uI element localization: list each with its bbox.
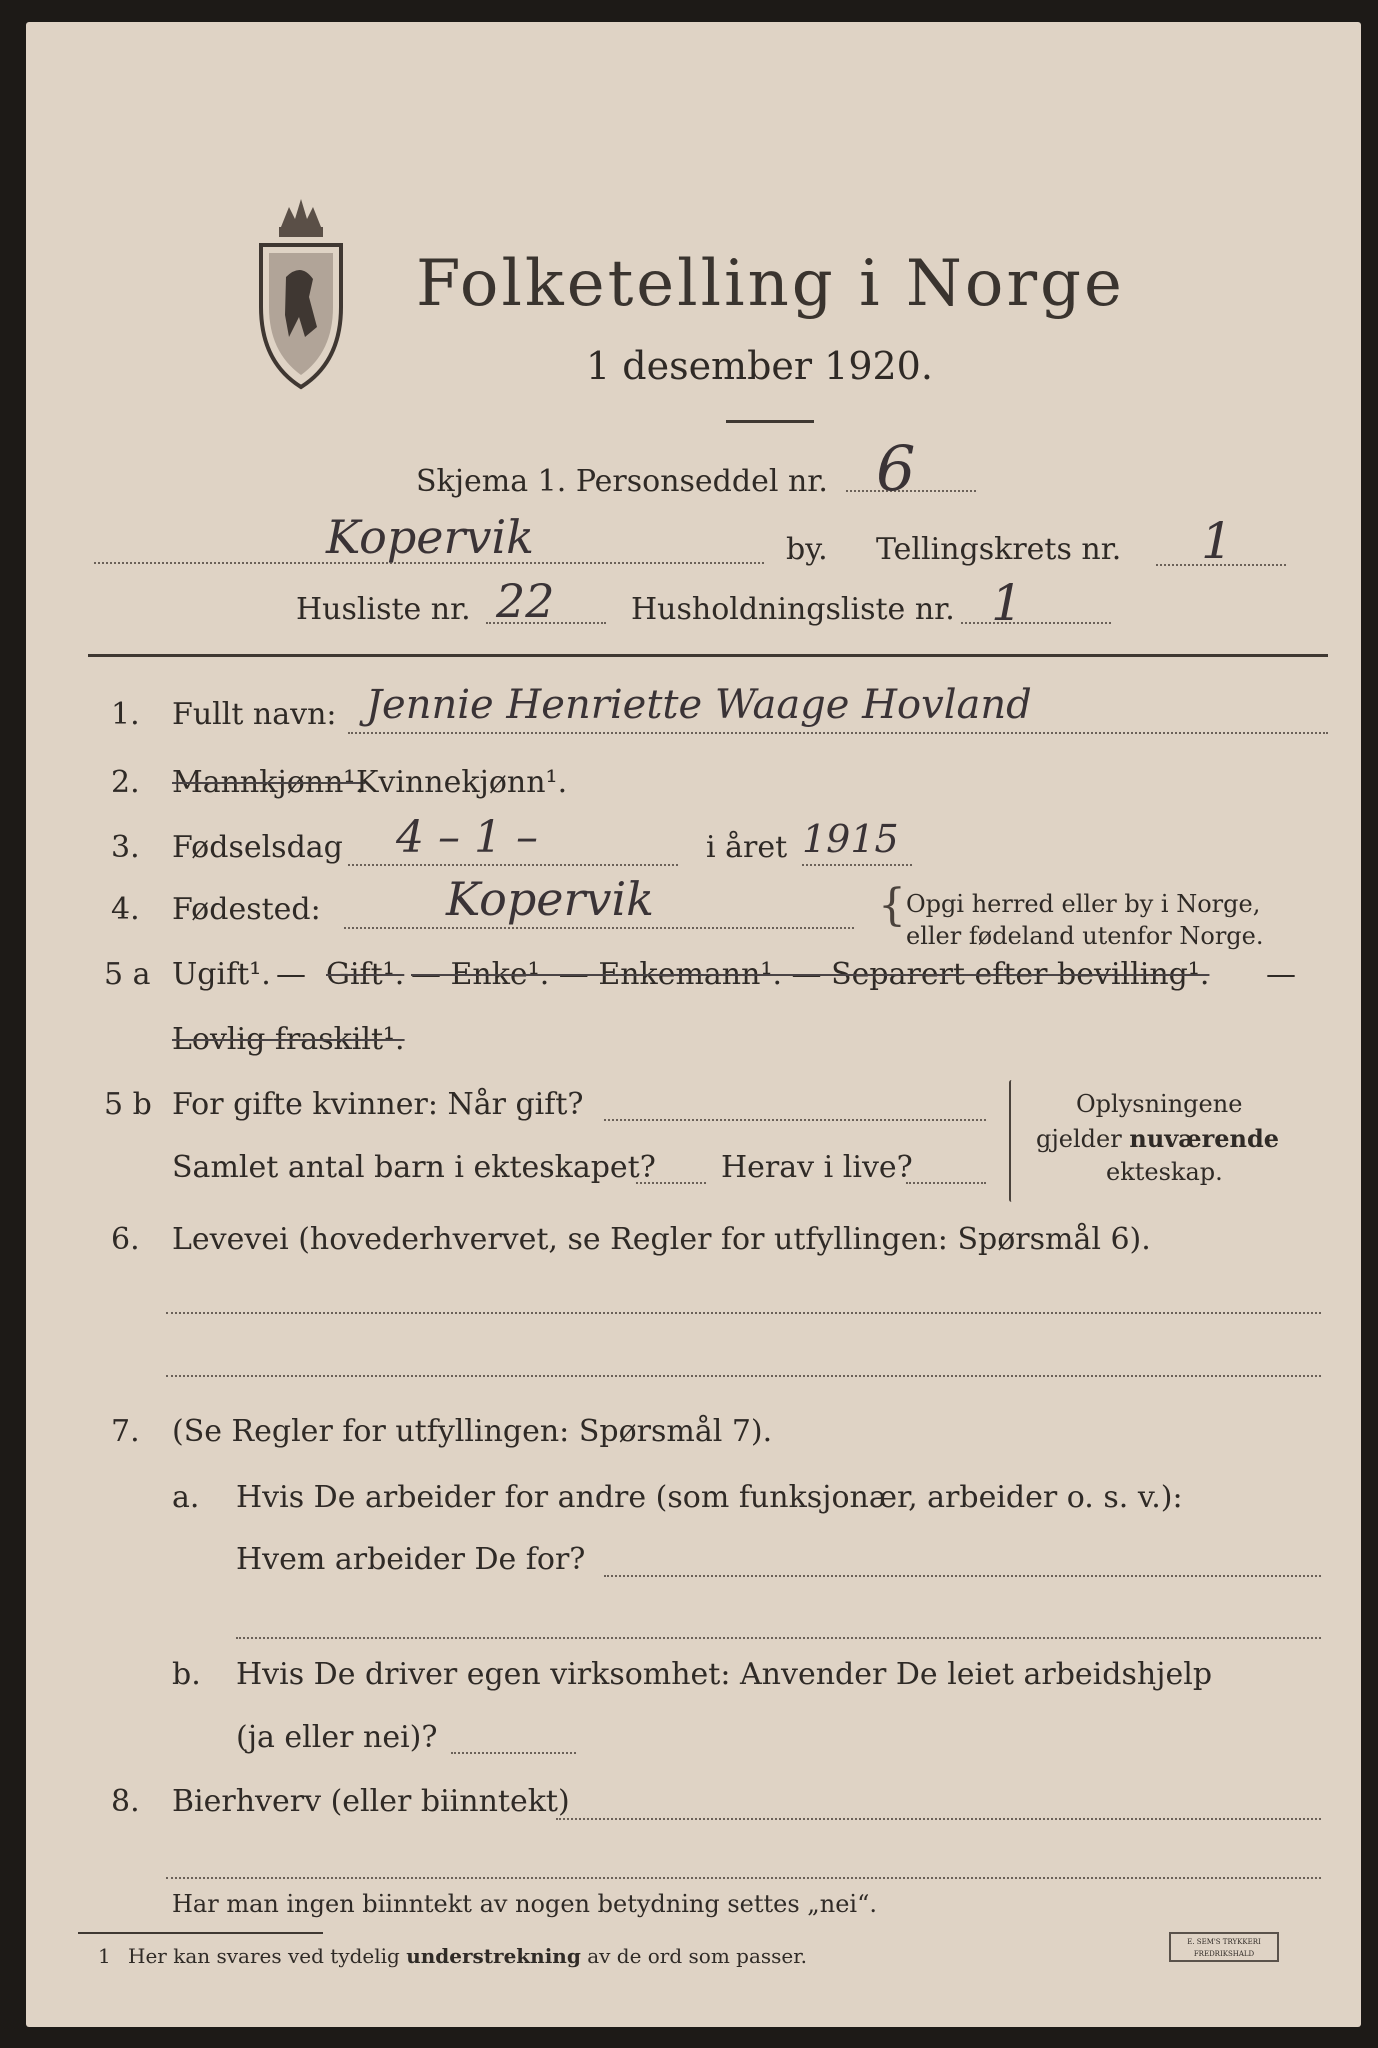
footnote-rule bbox=[78, 1932, 323, 1934]
birth-day-value[interactable]: 4 – 1 – bbox=[396, 812, 538, 863]
coat-of-arms-icon bbox=[251, 187, 351, 407]
q7a-text: Hvis De arbeider for andre (som funksjonær, arbeider o. s. v.): bbox=[236, 1480, 1183, 1515]
q7b-letter: b. bbox=[172, 1657, 201, 1692]
q7a-question: Hvem arbeider De for? bbox=[236, 1542, 586, 1577]
krets-number[interactable]: 1 bbox=[1201, 512, 1233, 570]
krets-label: Tellingskrets nr. bbox=[876, 532, 1122, 567]
status-trailing-dash: — bbox=[1266, 957, 1296, 992]
footnote-text bbox=[128, 1944, 807, 1968]
q5b-note-bracket bbox=[1009, 1080, 1014, 1202]
employer-field-2[interactable] bbox=[236, 1637, 1321, 1639]
status-other-options[interactable]: — Enke¹. — Enkemann¹. — Separert efter bevilling¹. bbox=[411, 957, 1210, 992]
employer-field[interactable] bbox=[604, 1575, 1321, 1577]
q3-number: 3. bbox=[111, 830, 140, 865]
gender-female-option[interactable]: Kvinnekjønn¹. bbox=[356, 765, 568, 800]
side-income-field-2[interactable] bbox=[166, 1877, 1321, 1879]
schema-number[interactable]: 6 bbox=[876, 432, 916, 505]
q6-field-line-2[interactable] bbox=[166, 1375, 1321, 1377]
town-name[interactable]: Kopervik bbox=[326, 510, 535, 564]
title-divider bbox=[726, 420, 814, 423]
year-field-line bbox=[802, 864, 912, 866]
q4-note-brace: { bbox=[878, 880, 906, 931]
q6-label: Levevei (hovederhvervet, se Regler for utfyllingen: Spørsmål 6). bbox=[172, 1222, 1151, 1257]
q4-note-line2: eller fødeland utenfor Norge. bbox=[906, 922, 1264, 950]
alive-field[interactable] bbox=[906, 1182, 986, 1184]
q4-field-line bbox=[344, 927, 854, 929]
q4-note-line1: Opgi herred eller by i Norge, bbox=[906, 890, 1261, 918]
q5b-note-line3: ekteskap. bbox=[1106, 1158, 1223, 1186]
q5a-number: 5 a bbox=[104, 957, 151, 992]
q3-field-line bbox=[348, 864, 678, 866]
side-income-field[interactable] bbox=[556, 1818, 1321, 1820]
printer-stamp bbox=[1169, 1932, 1279, 1962]
footnote-mark: 1 bbox=[98, 1944, 111, 1968]
married-date-field[interactable] bbox=[604, 1119, 986, 1121]
q6-number: 6. bbox=[111, 1222, 140, 1257]
q5b-number: 5 b bbox=[104, 1087, 152, 1122]
q8-number: 8. bbox=[111, 1784, 140, 1819]
gender-male-option[interactable]: Mannkjønn¹. bbox=[172, 765, 365, 800]
q1-number: 1. bbox=[111, 697, 140, 732]
printer-stamp-line1: E. SEM'S TRYKKERI bbox=[1187, 1938, 1261, 1946]
status-fraskilt-option[interactable]: Lovlig fraskilt¹. bbox=[172, 1022, 405, 1057]
q8-label: Bierhverv (eller biinntekt) bbox=[172, 1784, 570, 1819]
town-by-label: by. bbox=[786, 532, 828, 567]
census-form bbox=[26, 22, 1361, 2027]
footnote-bold: understrekning bbox=[406, 1944, 581, 1968]
children-field[interactable] bbox=[636, 1182, 706, 1184]
q5b-note-line2 bbox=[1036, 1124, 1279, 1153]
status-dash: — bbox=[276, 957, 306, 992]
birthplace-value[interactable]: Kopervik bbox=[446, 872, 655, 926]
full-name-value[interactable]: Jennie Henriette Waage Hovland bbox=[366, 682, 1032, 728]
q5b-note-nuvaerende: nuværende bbox=[1129, 1124, 1280, 1153]
q5b-note-gjelder: gjelder bbox=[1036, 1125, 1122, 1153]
husholdning-number[interactable]: 1 bbox=[991, 574, 1023, 632]
printer-stamp-line2: FREDRIKSHALD bbox=[1193, 1950, 1255, 1958]
children-label: Samlet antal barn i ekteskapet? bbox=[172, 1150, 656, 1185]
year-label: i året bbox=[706, 830, 788, 865]
form-title: Folketelling i Norge bbox=[416, 247, 1125, 321]
q5b-note-line1: Oplysningene bbox=[1076, 1090, 1243, 1118]
form-date: 1 desember 1920. bbox=[586, 344, 933, 388]
q4-label: Fødested: bbox=[172, 892, 321, 927]
husliste-label: Husliste nr. bbox=[296, 592, 471, 627]
hired-help-field[interactable] bbox=[451, 1752, 576, 1754]
husholdning-field-line bbox=[961, 622, 1111, 624]
footnote-text-end: av de ord som passer. bbox=[587, 1944, 807, 1968]
alive-label: Herav i live? bbox=[721, 1150, 913, 1185]
q7-label: (Se Regler for utfyllingen: Spørsmål 7). bbox=[172, 1414, 773, 1449]
status-gift-option[interactable]: Gift¹. bbox=[326, 957, 405, 992]
q3-label: Fødselsdag bbox=[172, 830, 343, 865]
side-income-note: Har man ingen biinntekt av nogen betydning settes „nei“. bbox=[172, 1890, 877, 1918]
q5b-label: For gifte kvinner: Når gift? bbox=[172, 1087, 584, 1122]
q7b-question: (ja eller nei)? bbox=[236, 1720, 438, 1755]
footnote-text-start: Her kan svares ved tydelig bbox=[128, 1944, 400, 1968]
q4-number: 4. bbox=[111, 892, 140, 927]
schema-label: Skjema 1. Personseddel nr. bbox=[416, 464, 828, 499]
birth-year-value[interactable]: 1915 bbox=[802, 817, 899, 861]
q7b-text: Hvis De driver egen virksomhet: Anvender De leiet arbeidshjelp bbox=[236, 1657, 1213, 1692]
husholdning-label: Husholdningsliste nr. bbox=[631, 592, 955, 627]
q2-number: 2. bbox=[111, 765, 140, 800]
q7a-letter: a. bbox=[172, 1480, 200, 1515]
q7-number: 7. bbox=[111, 1414, 140, 1449]
q1-label: Fullt navn: bbox=[172, 697, 337, 732]
header-rule bbox=[88, 654, 1328, 657]
q1-field-line bbox=[348, 732, 1328, 734]
q6-field-line-1[interactable] bbox=[166, 1312, 1321, 1314]
status-ugift-option[interactable]: Ugift¹. bbox=[172, 957, 271, 992]
husliste-number[interactable]: 22 bbox=[496, 574, 555, 628]
